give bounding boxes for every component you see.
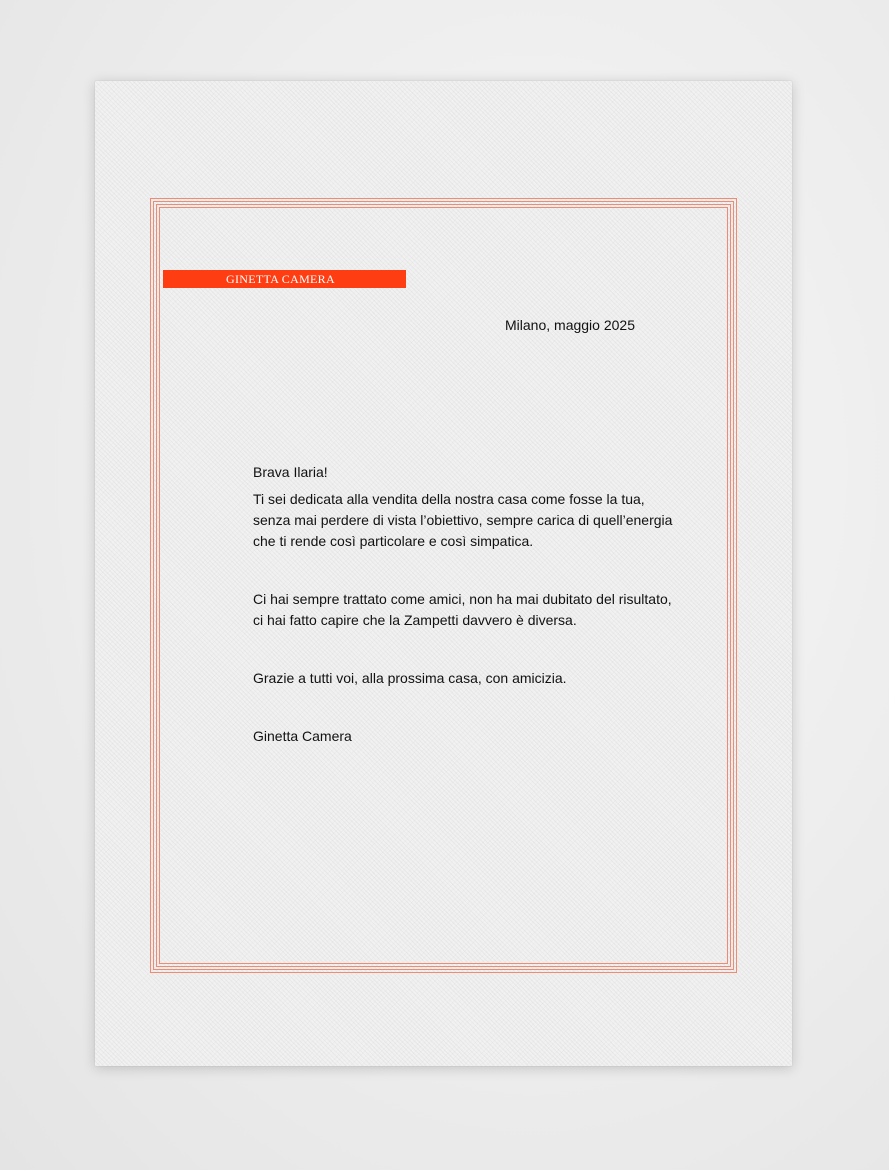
letter-paragraph-2: Ci hai sempre trattato come amici, non ha mai dubitato del risultato, ci hai fatto capire che la Zampetti davvero è diversa. xyxy=(253,591,672,628)
letter-paragraph-1: Ti sei dedicata alla vendita della nostra casa come fosse la tua, senza mai perdere di vista l’obiettivo, sempre carica di quell’energia che ti rende così particolare e così simpatica. xyxy=(253,491,673,549)
letter-sheet xyxy=(95,81,792,1066)
letter-signature: Ginetta Camera xyxy=(253,728,352,744)
letter-date: Milano, maggio 2025 xyxy=(505,317,635,333)
letter-paragraph-3: Grazie a tutti voi, alla prossima casa, con amicizia. xyxy=(253,670,567,686)
letter-body xyxy=(253,462,673,747)
header-name-bar xyxy=(163,270,406,288)
header-name: GINETTA CAMERA xyxy=(226,271,335,286)
letter-greeting: Brava Ilaria! xyxy=(253,464,328,480)
